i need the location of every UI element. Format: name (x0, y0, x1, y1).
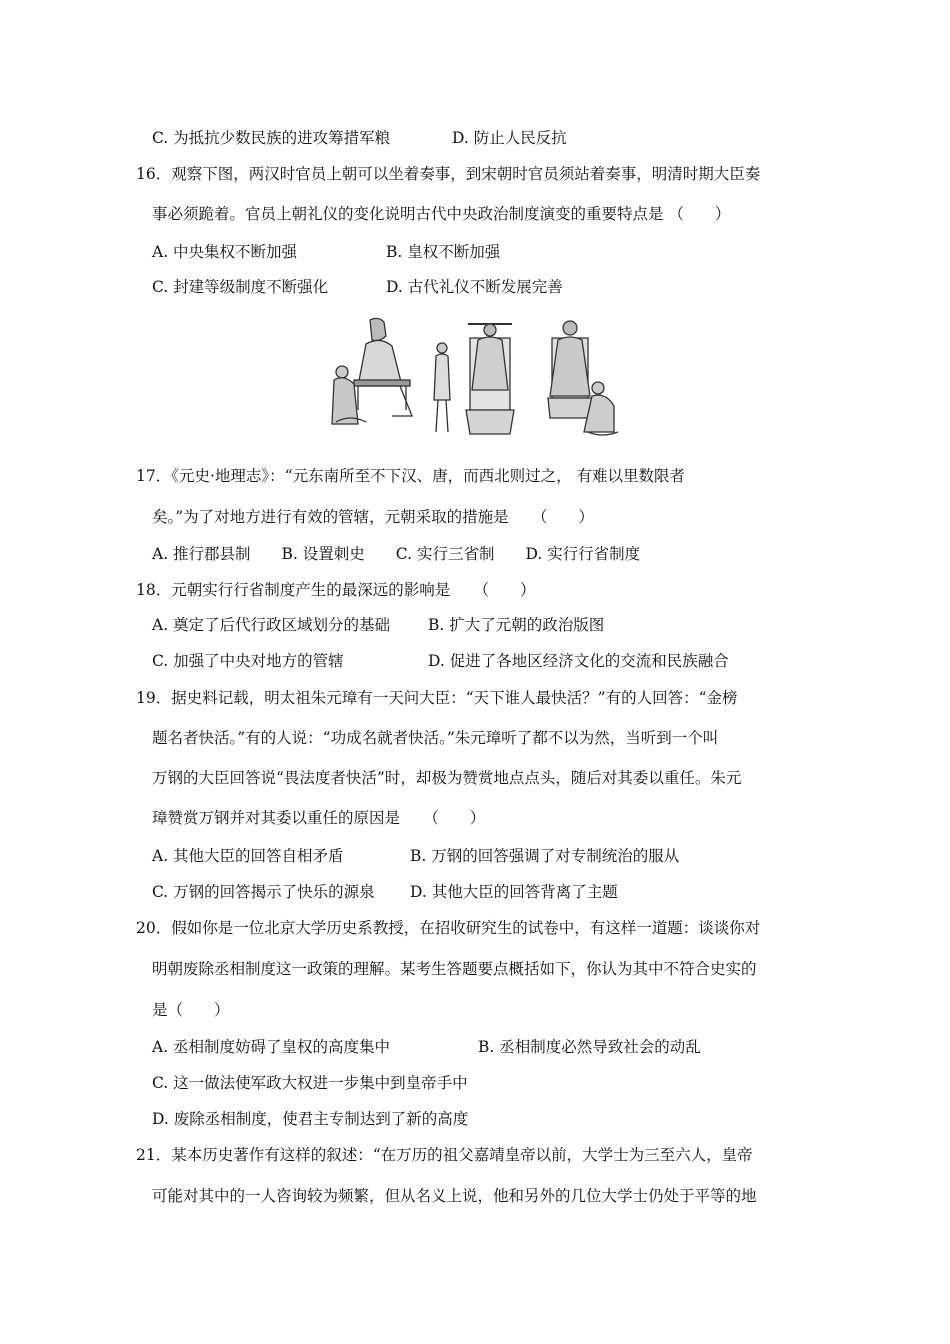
q19-option-d: D. 其他大臣的回答背离了主题 (410, 883, 618, 901)
q19-option-a: A. 其他大臣的回答自相矛盾 (152, 847, 344, 865)
q20-option-d: D. 废除丞相制度，使君主专制达到了新的高度 (152, 1110, 469, 1128)
q18-option-a: A. 奠定了后代行政区域划分的基础 (152, 616, 391, 634)
q19-stem-line3: 万钢的大臣回答说“畏法度者快活”时，却极为赞赏地点点头，随后对其委以重任。朱元 (152, 769, 742, 787)
q16-option-b: B. 皇权不断加强 (386, 243, 501, 261)
q20-stem-line1: 20．假如你是一位北京大学历史系教授，在招收研究生的试卷中，有这样一道题：谈谈你对 (136, 919, 761, 937)
q17-options: A. 推行郡县制 B. 设置刺史 C. 实行三省制 D. 实行行省制度 (152, 545, 641, 563)
q19-stem-line1: 19．据史料记载，明太祖朱元璋有一天问大臣：“天下谁人最快活？”有的人回答：“金榜 (136, 689, 738, 707)
q16-option-d: D. 古代礼仪不断发展完善 (386, 278, 563, 296)
q21-stem-line2: 可能对其中的一人咨询较为频繁，但从名义上说，他和另外的几位大学士仍处于平等的地 (152, 1187, 757, 1205)
q20-option-a: A. 丞相制度妨碍了皇权的高度集中 (152, 1038, 391, 1056)
song-court-scene (434, 324, 514, 434)
q21-stem-line1: 21．某本历史著作有这样的叙述：“在万历的祖父嘉靖皇帝以前，大学士为三至六人，皇帝 (136, 1146, 753, 1164)
q15-option-c: C. 为抵抗少数民族的进攻筹措军粮 (152, 129, 391, 147)
q18-stem: 18．元朝实行行省制度产生的最深远的影响是 （ ） (136, 581, 536, 599)
q16-stem-line1: 16．观察下图，两汉时官员上朝可以坐着奏事，到宋朝时官员须站着奏事，明清时期大臣奏 (136, 165, 761, 183)
q20-option-c: C. 这一做法使军政大权进一步集中到皇帝手中 (152, 1074, 468, 1092)
q19-stem-line2: 题名者快活。”有的人说：“功成名就者快活。”朱元璋听了都不以为然，当听到一个叫 (152, 729, 719, 747)
q20-option-b: B. 丞相制度必然导致社会的动乱 (478, 1038, 701, 1056)
q18-option-b: B. 扩大了元朝的政治版图 (428, 616, 605, 634)
q20-stem-line2: 明朝废除丞相制度这一政策的理解。某考生答题要点概括如下，你认为其中不符合史实的 (152, 960, 757, 978)
ming-qing-court-scene (548, 321, 618, 435)
q16-option-a: A. 中央集权不断加强 (152, 243, 298, 261)
q18-option-c: C. 加强了中央对地方的管辖 (152, 652, 344, 670)
q17-stem-line1: 17．《元史·地理志》：“元东南所至不下汉、唐，而西北则过之， 有难以里数限者 (136, 467, 686, 485)
q19-option-b: B. 万钢的回答强调了对专制统治的服从 (410, 847, 680, 865)
q16-stem-line2: 事必须跪着。官员上朝礼仪的变化说明古代中央政治制度演变的重要特点是 （ ） (152, 205, 731, 223)
q16-option-c: C. 封建等级制度不断强化 (152, 278, 329, 296)
q19-stem-line4: 璋赞赏万钢并对其委以重任的原因是 （ ） (152, 809, 486, 827)
q17-stem-line2: 矣。”为了对地方进行有效的管辖，元朝采取的措施是 （ ） (152, 508, 594, 526)
q20-stem-line3: 是（ ） (152, 1001, 230, 1019)
court-etiquette-illustration (330, 310, 622, 445)
q15-option-d: D. 防止人民反抗 (452, 129, 567, 147)
q19-option-c: C. 万钢的回答揭示了快乐的源泉 (152, 883, 375, 901)
han-court-scene (332, 318, 412, 424)
q18-option-d: D. 促进了各地区经济文化的交流和民族融合 (428, 652, 729, 670)
